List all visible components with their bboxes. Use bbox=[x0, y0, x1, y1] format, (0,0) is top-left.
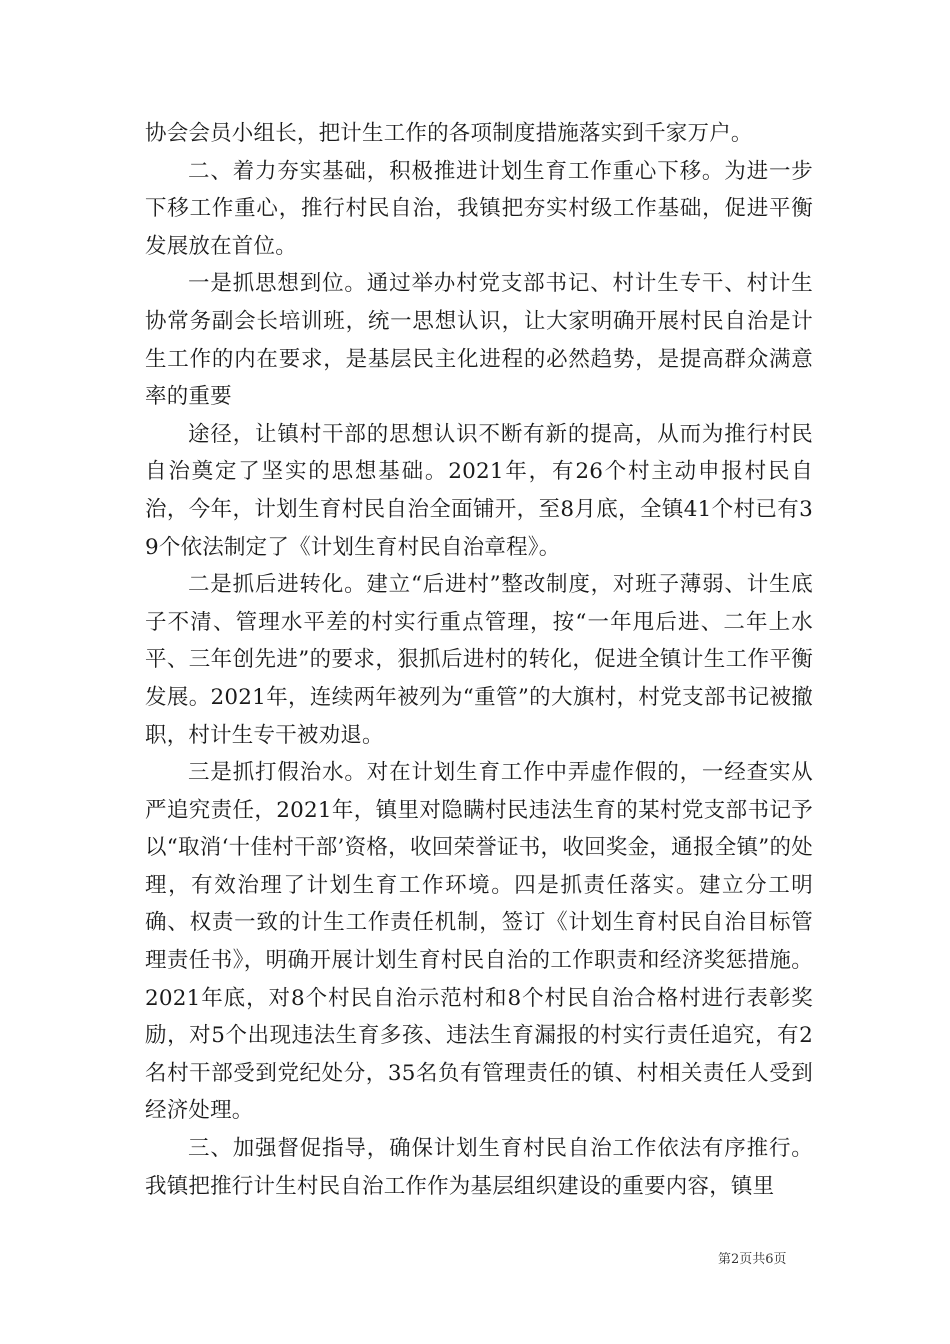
paragraph: 三是抓打假治水。对在计划生育工作中弄虚作假的，一经查实从严追究责任，2021年，镇里对隐瞒村民违法生育的某村党支部书记予以“取消‘十佳村干部’资格，收回荣誉证书，收回奖金，通报全镇”的处理，有效治理了计划生育工作环境。四是抓责任落实。建立分工明确、权责一致的计生工作责任机制，签订《计划生育村民自治目标管理责任书》，明确开展计划生育村民自治的工作职责和经济奖惩措施。2021年底，对8个村民自治示范村和8个村民自治合格村进行表彰奖励，对5个出现违法生育多孩、违法生育漏报的村实行责任追究，有2名村干部受到党纪处分，35名负有管理责任的镇、村相关责任人受到经济处理。 bbox=[145, 760, 813, 1124]
paragraph: 二是抓后进转化。建立“后进村”整改制度，对班子薄弱、计生底子不清、管理水平差的村实行重点管理，按“一年甩后进、二年上水平、三年创先进”的要求，狠抓后进村的转化，促进全镇计生工作平衡发展。2021年，连续两年被列为“重管”的大旗村，村党支部书记被撤职，村计生专干被劝退。 bbox=[145, 572, 813, 748]
document-body bbox=[145, 115, 813, 1205]
paragraph: 途径，让镇村干部的思想认识不断有新的提高，从而为推行村民自治奠定了坚实的思想基础。2021年，有26个村主动申报村民自治，今年，计划生育村民自治全面铺开，至8月底，全镇41个村已有39个依法制定了《计划生育村民自治章程》。 bbox=[145, 421, 813, 560]
paragraph: 三、加强督促指导，确保计划生育村民自治工作依法有序推行。我镇把推行计生村民自治工作作为基层组织建设的重要内容，镇里 bbox=[145, 1136, 813, 1199]
paragraph: 二、着力夯实基础，积极推进计划生育工作重心下移。为进一步下移工作重心，推行村民自治，我镇把夯实村级工作基础，促进平衡发展放在首位。 bbox=[145, 158, 813, 259]
paragraph: 协会会员小组长，把计生工作的各项制度措施落实到千家万户。 bbox=[145, 121, 753, 146]
page-number-footer: 第2页共6页 bbox=[718, 1252, 787, 1267]
paragraph: 一是抓思想到位。通过举办村党支部书记、村计生专干、村计生协常务副会长培训班，统一思想认识，让大家明确开展村民自治是计生工作的内在要求，是基层民主化进程的必然趋势，是提高群众满意率的重要 bbox=[145, 271, 813, 410]
